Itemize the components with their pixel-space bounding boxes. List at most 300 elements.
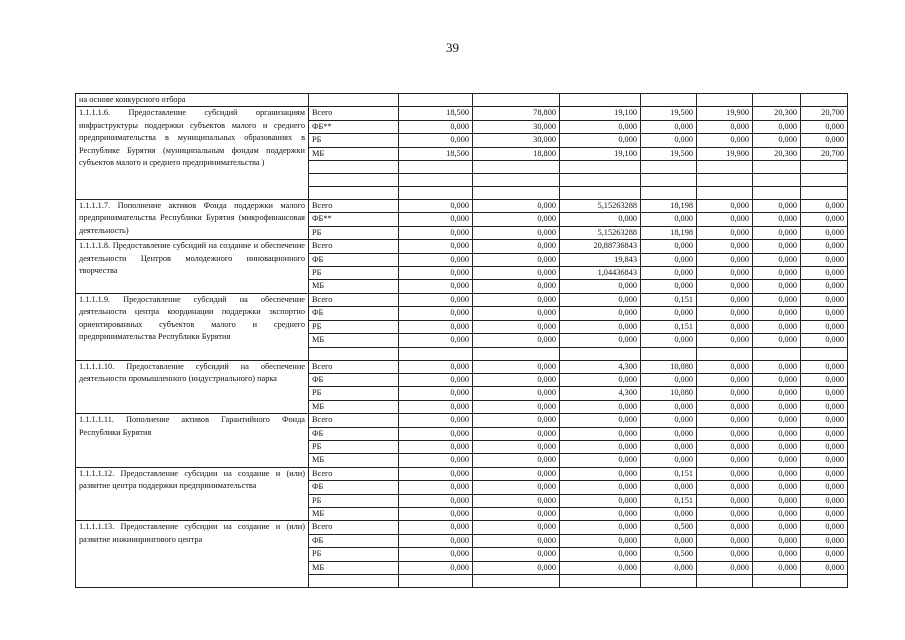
funding-source-label xyxy=(309,161,399,174)
year-amount-cell: 0,000 xyxy=(399,494,473,507)
year-amount-cell: 0,000 xyxy=(473,267,560,280)
year-amount-cell: 0,000 xyxy=(473,226,560,239)
measure-description: 1.1.1.1.9. Предоставление субсидий на обеспечение деятельности центра координации поддержки экспортно ориентированных субъектов малого и среднего предпринимательства Республики Бурятия xyxy=(76,293,309,360)
year-amount-cell: 0,000 xyxy=(641,213,697,226)
funding-source-label: Всего xyxy=(309,293,399,306)
year-amount-cell: 20,300 xyxy=(753,147,801,160)
year-amount-cell: 0,000 xyxy=(801,400,848,413)
measure-description: 1.1.1.1.12. Предоставление субсидии на создание и (или) развитие центра поддержки предпринимательства xyxy=(76,467,309,521)
funding-source-label: РБ xyxy=(309,387,399,400)
year-amount-cell: 0,000 xyxy=(560,134,641,147)
year-amount-cell: 0,000 xyxy=(801,226,848,239)
year-amount-cell xyxy=(697,347,753,360)
year-amount-cell: 0,000 xyxy=(753,253,801,266)
funding-source-label: Всего xyxy=(309,467,399,480)
year-amount-cell: 19,500 xyxy=(641,147,697,160)
year-amount-cell: 0,000 xyxy=(697,320,753,333)
year-amount-cell: 0,000 xyxy=(641,334,697,347)
year-amount-cell: 0,000 xyxy=(801,494,848,507)
funding-source-label: ФБ** xyxy=(309,120,399,133)
year-amount-cell xyxy=(641,161,697,174)
year-amount-cell: 0,000 xyxy=(560,521,641,534)
year-amount-cell: 0,000 xyxy=(399,440,473,453)
funding-source-label: ФБ xyxy=(309,481,399,494)
year-amount-cell: 0,000 xyxy=(801,307,848,320)
year-amount-cell: 0,000 xyxy=(399,534,473,547)
year-amount-cell: 0,000 xyxy=(753,267,801,280)
year-amount-cell: 0,000 xyxy=(801,521,848,534)
year-amount-cell: 0,000 xyxy=(399,400,473,413)
table-row xyxy=(76,521,848,534)
funding-source-label: ФБ xyxy=(309,534,399,547)
year-amount-cell: 0,000 xyxy=(399,454,473,467)
funding-source-label xyxy=(309,347,399,360)
year-amount-cell: 0,000 xyxy=(473,507,560,520)
year-amount-cell: 0,000 xyxy=(641,561,697,574)
table-row xyxy=(76,200,848,213)
year-amount-cell xyxy=(697,161,753,174)
year-amount-cell: 0,000 xyxy=(801,320,848,333)
year-amount-cell xyxy=(560,187,641,200)
measure-description: 1.1.1.1.10. Предоставление субсидий на обеспечение деятельности промышленного (индустриального) парка xyxy=(76,360,309,414)
year-amount-cell: 0,000 xyxy=(560,280,641,293)
continuation-row xyxy=(76,94,848,107)
year-amount-cell: 0,000 xyxy=(399,521,473,534)
year-amount-cell: 4,300 xyxy=(560,360,641,373)
year-amount-cell: 0,000 xyxy=(399,253,473,266)
year-amount-cell: 0,000 xyxy=(560,454,641,467)
year-amount-cell: 0,000 xyxy=(473,387,560,400)
year-amount-cell xyxy=(560,347,641,360)
year-amount-cell: 0,000 xyxy=(641,307,697,320)
year-amount-cell: 0,000 xyxy=(753,120,801,133)
year-amount-cell: 0,000 xyxy=(560,293,641,306)
funding-source-label: РБ xyxy=(309,226,399,239)
year-amount-cell: 0,000 xyxy=(801,414,848,427)
year-amount-cell: 0,000 xyxy=(753,213,801,226)
year-amount-cell: 0,000 xyxy=(753,548,801,561)
year-amount-cell xyxy=(801,174,848,187)
year-amount-cell: 0,000 xyxy=(753,387,801,400)
year-amount-cell xyxy=(753,174,801,187)
year-amount-cell xyxy=(473,161,560,174)
year-amount-cell: 0,000 xyxy=(399,267,473,280)
year-amount-cell: 0,000 xyxy=(399,360,473,373)
year-amount-cell: 18,500 xyxy=(399,147,473,160)
table-row xyxy=(76,107,848,120)
year-amount-cell: 0,000 xyxy=(473,427,560,440)
year-amount-cell: 0,000 xyxy=(560,507,641,520)
year-amount-cell: 0,000 xyxy=(753,561,801,574)
year-amount-cell: 10,080 xyxy=(641,360,697,373)
funding-source-label xyxy=(309,174,399,187)
year-amount-cell: 0,000 xyxy=(753,440,801,453)
year-amount-cell: 0,000 xyxy=(697,226,753,239)
funding-source-label xyxy=(309,575,399,588)
year-amount-cell: 30,000 xyxy=(473,120,560,133)
year-amount-cell: 0,000 xyxy=(641,373,697,386)
year-amount-cell: 0,000 xyxy=(473,414,560,427)
year-amount-cell: 0,000 xyxy=(697,387,753,400)
year-amount-cell: 0,000 xyxy=(641,440,697,453)
year-amount-cell: 0,000 xyxy=(399,134,473,147)
funding-source-label: РБ xyxy=(309,134,399,147)
year-amount-cell xyxy=(641,187,697,200)
year-amount-cell xyxy=(697,187,753,200)
year-amount-cell xyxy=(801,187,848,200)
year-amount-cell: 18,198 xyxy=(641,200,697,213)
year-amount-cell: 18,800 xyxy=(473,147,560,160)
year-amount-cell: 0,000 xyxy=(697,240,753,253)
year-amount-cell: 0,000 xyxy=(560,427,641,440)
year-amount-cell: 0,000 xyxy=(801,253,848,266)
year-amount-cell: 0,000 xyxy=(697,200,753,213)
year-amount-cell xyxy=(641,347,697,360)
year-amount-cell: 0,000 xyxy=(473,561,560,574)
year-amount-cell: 0,000 xyxy=(560,334,641,347)
year-amount-cell: 0,000 xyxy=(753,200,801,213)
year-amount-cell: 0,000 xyxy=(697,481,753,494)
measure-description: 1.1.1.1.11. Пополнение активов Гарантийного Фонда Республики Бурятия xyxy=(76,414,309,468)
year-amount-cell: 0,000 xyxy=(560,561,641,574)
year-amount-cell: 0,000 xyxy=(473,240,560,253)
year-amount-cell: 0,000 xyxy=(399,200,473,213)
year-amount-cell: 0,000 xyxy=(641,267,697,280)
funding-source-label: Всего xyxy=(309,200,399,213)
year-amount-cell xyxy=(399,187,473,200)
year-amount-cell: 0,000 xyxy=(560,440,641,453)
table-row xyxy=(76,293,848,306)
year-amount-cell: 0,000 xyxy=(560,373,641,386)
year-amount-cell: 0,000 xyxy=(697,521,753,534)
year-amount-cell: 0,000 xyxy=(399,240,473,253)
year-amount-cell: 19,843 xyxy=(560,253,641,266)
measure-description: 1.1.1.1.6. Предоставление субсидий организациям инфраструктуры поддержки субъектов малого и среднего предпринимательства в муниципальных образованиях в Республике Бурятия (муниципальным фондам поддержки субъектов малого и среднего предпринимательства ) xyxy=(76,107,309,200)
year-amount-cell: 0,000 xyxy=(641,507,697,520)
page-number: 39 xyxy=(446,40,459,55)
year-amount-cell xyxy=(399,161,473,174)
year-amount-cell: 0,000 xyxy=(753,226,801,239)
year-amount-cell: 0,000 xyxy=(473,280,560,293)
year-amount-cell: 0,000 xyxy=(753,293,801,306)
year-amount-cell: 0,000 xyxy=(560,414,641,427)
year-amount-cell: 0,000 xyxy=(697,400,753,413)
year-amount-cell xyxy=(473,187,560,200)
year-amount-cell: 0,000 xyxy=(697,561,753,574)
year-amount-cell: 0,000 xyxy=(473,200,560,213)
year-amount-cell: 0,000 xyxy=(697,307,753,320)
year-amount-cell: 0,000 xyxy=(641,134,697,147)
year-amount-cell: 0,000 xyxy=(399,507,473,520)
year-amount-cell: 0,000 xyxy=(473,253,560,266)
funding-source-label: РБ xyxy=(309,267,399,280)
year-amount-cell: 0,000 xyxy=(641,454,697,467)
year-amount-cell: 0,000 xyxy=(473,534,560,547)
year-amount-cell: 0,000 xyxy=(473,467,560,480)
year-amount-cell: 0,000 xyxy=(473,320,560,333)
funding-source-label: МБ xyxy=(309,507,399,520)
year-amount-cell: 0,000 xyxy=(753,373,801,386)
year-amount-cell: 0,000 xyxy=(753,427,801,440)
year-amount-cell: 0,000 xyxy=(801,213,848,226)
year-amount-cell: 0,000 xyxy=(399,427,473,440)
year-amount-cell: 0,000 xyxy=(697,293,753,306)
year-amount-cell: 0,000 xyxy=(801,548,848,561)
year-amount-cell: 0,000 xyxy=(473,360,560,373)
year-amount-cell: 20,300 xyxy=(753,107,801,120)
year-amount-cell: 0,000 xyxy=(697,213,753,226)
year-amount-cell: 0,000 xyxy=(473,400,560,413)
table-row xyxy=(76,240,848,253)
year-amount-cell: 0,000 xyxy=(473,494,560,507)
year-amount-cell: 0,000 xyxy=(801,293,848,306)
year-amount-cell: 0,000 xyxy=(560,494,641,507)
year-amount-cell: 0,000 xyxy=(399,481,473,494)
year-amount-cell: 19,500 xyxy=(641,107,697,120)
year-amount-cell: 0,000 xyxy=(753,334,801,347)
year-amount-cell xyxy=(697,575,753,588)
year-amount-cell: 0,000 xyxy=(801,267,848,280)
funding-source-label: МБ xyxy=(309,334,399,347)
year-amount-cell: 0,000 xyxy=(801,134,848,147)
year-amount-cell: 0,000 xyxy=(560,120,641,133)
year-amount-cell: 0,000 xyxy=(801,387,848,400)
year-amount-cell: 0,000 xyxy=(473,293,560,306)
year-amount-cell: 0,000 xyxy=(697,267,753,280)
year-amount-cell: 0,000 xyxy=(697,467,753,480)
year-amount-cell: 0,000 xyxy=(399,280,473,293)
year-amount-cell xyxy=(753,575,801,588)
year-amount-cell: 0,000 xyxy=(641,280,697,293)
year-amount-cell: 0,000 xyxy=(473,548,560,561)
year-amount-cell: 0,151 xyxy=(641,293,697,306)
year-amount-cell: 0,000 xyxy=(399,120,473,133)
measure-description: 1.1.1.1.13. Предоставление субсидии на создание и (или) развитие инжинирингового центра xyxy=(76,521,309,588)
year-amount-cell: 0,000 xyxy=(753,320,801,333)
funding-source-label xyxy=(309,187,399,200)
year-amount-cell: 0,000 xyxy=(697,334,753,347)
year-amount-cell: 0,000 xyxy=(801,440,848,453)
year-amount-cell: 18,500 xyxy=(399,107,473,120)
year-amount-cell: 0,000 xyxy=(753,307,801,320)
funding-source-label: ФБ** xyxy=(309,213,399,226)
year-amount-cell: 0,000 xyxy=(753,467,801,480)
year-amount-cell: 20,700 xyxy=(801,107,848,120)
year-amount-cell: 19,100 xyxy=(560,107,641,120)
funding-source-label: Всего xyxy=(309,414,399,427)
year-amount-cell: 0,000 xyxy=(753,507,801,520)
year-amount-cell xyxy=(801,575,848,588)
year-amount-cell: 0,000 xyxy=(753,134,801,147)
year-amount-cell: 0,000 xyxy=(399,213,473,226)
year-amount-cell: 19,100 xyxy=(560,147,641,160)
year-amount-cell: 0,000 xyxy=(753,534,801,547)
table-row xyxy=(76,360,848,373)
year-amount-cell: 0,000 xyxy=(801,427,848,440)
year-amount-cell xyxy=(473,575,560,588)
year-amount-cell: 10,080 xyxy=(641,387,697,400)
year-amount-cell xyxy=(560,575,641,588)
year-amount-cell: 0,000 xyxy=(641,120,697,133)
year-amount-cell: 78,800 xyxy=(473,107,560,120)
year-amount-cell: 0,000 xyxy=(560,481,641,494)
year-amount-cell: 0,000 xyxy=(399,307,473,320)
year-amount-cell: 0,000 xyxy=(753,521,801,534)
funding-source-label: МБ xyxy=(309,147,399,160)
year-amount-cell: 0,000 xyxy=(641,400,697,413)
year-amount-cell: 0,000 xyxy=(801,120,848,133)
year-amount-cell xyxy=(753,347,801,360)
year-amount-cell: 0,000 xyxy=(399,373,473,386)
funding-source-label: Всего xyxy=(309,240,399,253)
year-amount-cell: 0,000 xyxy=(801,200,848,213)
year-amount-cell: 0,000 xyxy=(697,280,753,293)
year-amount-cell xyxy=(399,575,473,588)
funding-source-label: Всего xyxy=(309,107,399,120)
funding-source-label: РБ xyxy=(309,440,399,453)
year-amount-cell: 0,000 xyxy=(641,240,697,253)
year-amount-cell xyxy=(641,575,697,588)
year-amount-cell xyxy=(697,174,753,187)
year-amount-cell xyxy=(473,174,560,187)
year-amount-cell: 20,700 xyxy=(801,147,848,160)
year-amount-cell: 0,000 xyxy=(697,454,753,467)
year-amount-cell: 0,000 xyxy=(697,507,753,520)
funding-source-label: МБ xyxy=(309,561,399,574)
year-amount-cell: 0,000 xyxy=(753,360,801,373)
funding-source-label: Всего xyxy=(309,360,399,373)
year-amount-cell xyxy=(801,161,848,174)
funding-source-label: РБ xyxy=(309,548,399,561)
year-amount-cell: 0,000 xyxy=(641,253,697,266)
year-amount-cell: 0,000 xyxy=(641,427,697,440)
year-amount-cell: 0,000 xyxy=(801,561,848,574)
year-amount-cell: 0,000 xyxy=(801,467,848,480)
year-amount-cell: 0,000 xyxy=(753,454,801,467)
year-amount-cell: 5,15263288 xyxy=(560,226,641,239)
year-amount-cell: 0,000 xyxy=(697,373,753,386)
year-amount-cell xyxy=(753,187,801,200)
year-amount-cell: 0,000 xyxy=(560,548,641,561)
budget-table xyxy=(75,93,848,588)
table-row xyxy=(76,467,848,480)
year-amount-cell: 0,000 xyxy=(801,360,848,373)
year-amount-cell xyxy=(801,347,848,360)
year-amount-cell: 0,000 xyxy=(473,481,560,494)
year-amount-cell: 0,151 xyxy=(641,494,697,507)
funding-source-label: МБ xyxy=(309,454,399,467)
funding-source-label: РБ xyxy=(309,494,399,507)
funding-source-label: ФБ xyxy=(309,373,399,386)
year-amount-cell: 0,000 xyxy=(697,534,753,547)
year-amount-cell xyxy=(560,174,641,187)
year-amount-cell: 0,000 xyxy=(697,134,753,147)
year-amount-cell: 0,000 xyxy=(697,427,753,440)
year-amount-cell: 0,151 xyxy=(641,320,697,333)
year-amount-cell: 0,000 xyxy=(560,534,641,547)
year-amount-cell: 0,000 xyxy=(399,320,473,333)
measure-description: 1.1.1.1.8. Предоставление субсидий на создание и обеспечение деятельности Центров молодежного инновационного творчества xyxy=(76,240,309,294)
year-amount-cell: 0,000 xyxy=(473,521,560,534)
year-amount-cell xyxy=(753,161,801,174)
table-row xyxy=(76,414,848,427)
year-amount-cell xyxy=(473,347,560,360)
year-amount-cell: 0,000 xyxy=(753,481,801,494)
year-amount-cell: 0,000 xyxy=(399,387,473,400)
year-amount-cell: 0,000 xyxy=(560,213,641,226)
year-amount-cell: 0,000 xyxy=(801,240,848,253)
funding-source-label: Всего xyxy=(309,521,399,534)
year-amount-cell: 0,000 xyxy=(399,226,473,239)
year-amount-cell: 0,000 xyxy=(560,307,641,320)
year-amount-cell: 0,000 xyxy=(560,467,641,480)
measure-description: 1.1.1.1.7. Пополнение активов Фонда поддержки малого предпринимательства Республики Бурятия (микрофинансовая деятельность) xyxy=(76,200,309,240)
year-amount-cell: 0,000 xyxy=(473,213,560,226)
year-amount-cell: 0,000 xyxy=(641,481,697,494)
year-amount-cell: 0,151 xyxy=(641,467,697,480)
year-amount-cell: 0,000 xyxy=(473,454,560,467)
year-amount-cell xyxy=(399,347,473,360)
funding-source-label: МБ xyxy=(309,280,399,293)
year-amount-cell: 0,000 xyxy=(473,440,560,453)
year-amount-cell: 0,000 xyxy=(473,334,560,347)
year-amount-cell: 0,000 xyxy=(641,534,697,547)
year-amount-cell xyxy=(399,174,473,187)
year-amount-cell: 0,000 xyxy=(801,507,848,520)
year-amount-cell: 0,000 xyxy=(641,414,697,427)
continuation-text: на основе конкурсного отбора xyxy=(76,94,309,107)
year-amount-cell: 0,000 xyxy=(697,120,753,133)
year-amount-cell: 0,000 xyxy=(560,400,641,413)
year-amount-cell: 0,000 xyxy=(697,360,753,373)
year-amount-cell: 0,000 xyxy=(753,414,801,427)
funding-source-label: ФБ xyxy=(309,253,399,266)
funding-source-label: РБ xyxy=(309,320,399,333)
year-amount-cell: 0,000 xyxy=(473,373,560,386)
year-amount-cell: 0,000 xyxy=(801,280,848,293)
year-amount-cell xyxy=(560,161,641,174)
year-amount-cell: 30,000 xyxy=(473,134,560,147)
year-amount-cell: 0,000 xyxy=(753,494,801,507)
year-amount-cell: 5,15263288 xyxy=(560,200,641,213)
year-amount-cell: 0,000 xyxy=(399,561,473,574)
year-amount-cell: 0,000 xyxy=(399,414,473,427)
year-amount-cell xyxy=(641,174,697,187)
year-amount-cell: 0,000 xyxy=(697,414,753,427)
year-amount-cell: 0,000 xyxy=(697,494,753,507)
year-amount-cell: 18,198 xyxy=(641,226,697,239)
year-amount-cell: 19,900 xyxy=(697,107,753,120)
year-amount-cell: 1,04436843 xyxy=(560,267,641,280)
year-amount-cell: 0,500 xyxy=(641,521,697,534)
year-amount-cell: 0,000 xyxy=(801,534,848,547)
year-amount-cell: 0,000 xyxy=(753,400,801,413)
funding-source-label: ФБ xyxy=(309,307,399,320)
year-amount-cell: 0,000 xyxy=(399,467,473,480)
year-amount-cell: 0,000 xyxy=(801,373,848,386)
year-amount-cell: 0,000 xyxy=(753,280,801,293)
year-amount-cell: 0,000 xyxy=(801,334,848,347)
year-amount-cell: 0,000 xyxy=(801,481,848,494)
year-amount-cell: 19,900 xyxy=(697,147,753,160)
year-amount-cell: 0,000 xyxy=(560,320,641,333)
year-amount-cell: 0,000 xyxy=(399,293,473,306)
year-amount-cell: 20,88736843 xyxy=(560,240,641,253)
year-amount-cell: 0,000 xyxy=(753,240,801,253)
year-amount-cell: 0,000 xyxy=(399,548,473,561)
year-amount-cell: 0,000 xyxy=(697,548,753,561)
year-amount-cell: 0,000 xyxy=(399,334,473,347)
